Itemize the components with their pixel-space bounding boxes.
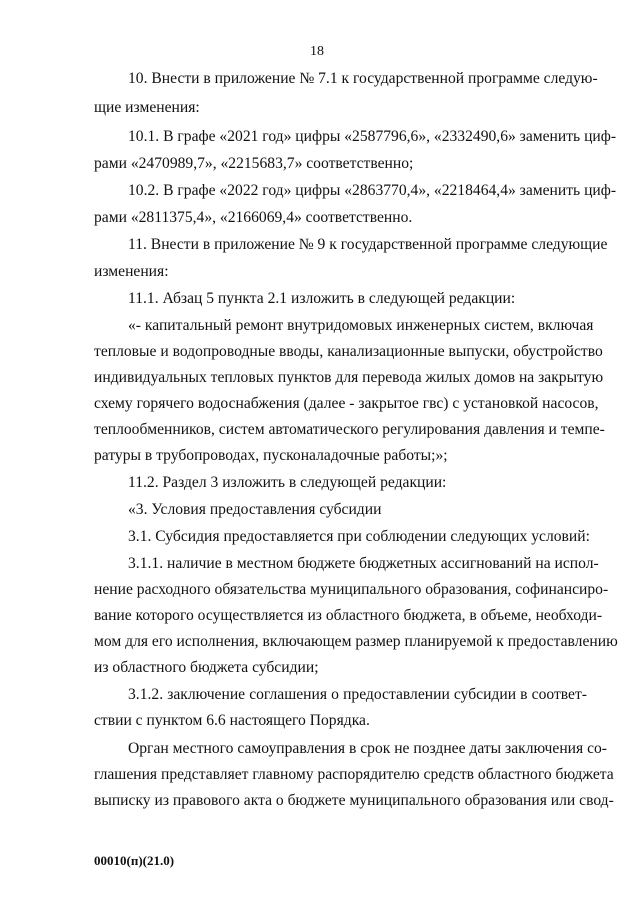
text-line: рами «2470989,7», «2215683,7» соответственно; <box>94 155 414 172</box>
text-line: ствии с пунктом 6.6 настоящего Порядка. <box>94 712 370 729</box>
text-line: Орган местного самоуправления в срок не позднее даты заключения со- <box>128 740 607 757</box>
text-line: 10.2. В графе «2022 год» цифры «2863770,4», «2218464,4» заменить циф- <box>128 182 617 199</box>
text-line: 10. Внести в приложение № 7.1 к государственной программе следую- <box>128 70 598 87</box>
text-line: схему горячего водоснабжения (далее - закрытое гвс) с установкой насосов, <box>94 395 599 412</box>
text-line: 3.1.1. наличие в местном бюджете бюджетных ассигнований на испол- <box>128 555 599 572</box>
text-line: 11.1. Абзац 5 пункта 2.1 изложить в следующей редакции: <box>128 290 516 307</box>
text-line: 10.1. В графе «2021 год» цифры «2587796,6», «2332490,6» заменить циф- <box>128 128 617 145</box>
text-line: «- капитальный ремонт внутридомовых инженерных систем, включая <box>128 317 594 334</box>
page-number: 18 <box>310 44 324 59</box>
text-line: вание которого осуществляется из областного бюджета, в объеме, необходи- <box>94 607 603 624</box>
text-line: 3.1. Субсидия предоставляется при соблюдении следующих условий: <box>128 528 590 545</box>
text-line: ратуры в трубопроводах, пусконаладочные работы;»; <box>94 447 448 464</box>
text-line: индивидуальных тепловых пунктов для перевода жилых домов на закрытую <box>94 369 604 386</box>
text-line: выписку из правового акта о бюджете муниципального образования или свод- <box>94 792 614 809</box>
text-line: 11. Внести в приложение № 9 к государственной программе следующие <box>128 236 608 253</box>
text-line: изменения: <box>94 263 169 280</box>
document-code: 00010(п)(21.0) <box>94 853 175 868</box>
text-line: рами «2811375,4», «2166069,4» соответственно. <box>94 209 413 226</box>
text-line: из областного бюджета субсидии; <box>94 659 319 676</box>
text-line: тепловые и водопроводные вводы, канализационные выпуски, обустройство <box>94 343 603 360</box>
text-line: теплообменников, систем автоматического регулирования давления и темпе- <box>94 421 605 438</box>
text-line: нение расходного обязательства муниципального образования, софинансиро- <box>94 581 609 598</box>
text-line: глашения представляет главному распорядителю средств областного бюджета <box>94 766 614 783</box>
text-line: 11.2. Раздел 3 изложить в следующей редакции: <box>128 474 447 491</box>
text-line: «3. Условия предоставления субсидии <box>128 501 382 518</box>
text-line: мом для его исполнения, включающем размер планируемой к предоставлению <box>94 633 618 650</box>
text-line: щие изменения: <box>94 99 200 116</box>
text-line: 3.1.2. заключение соглашения о предоставлении субсидии в соответ- <box>128 686 587 703</box>
